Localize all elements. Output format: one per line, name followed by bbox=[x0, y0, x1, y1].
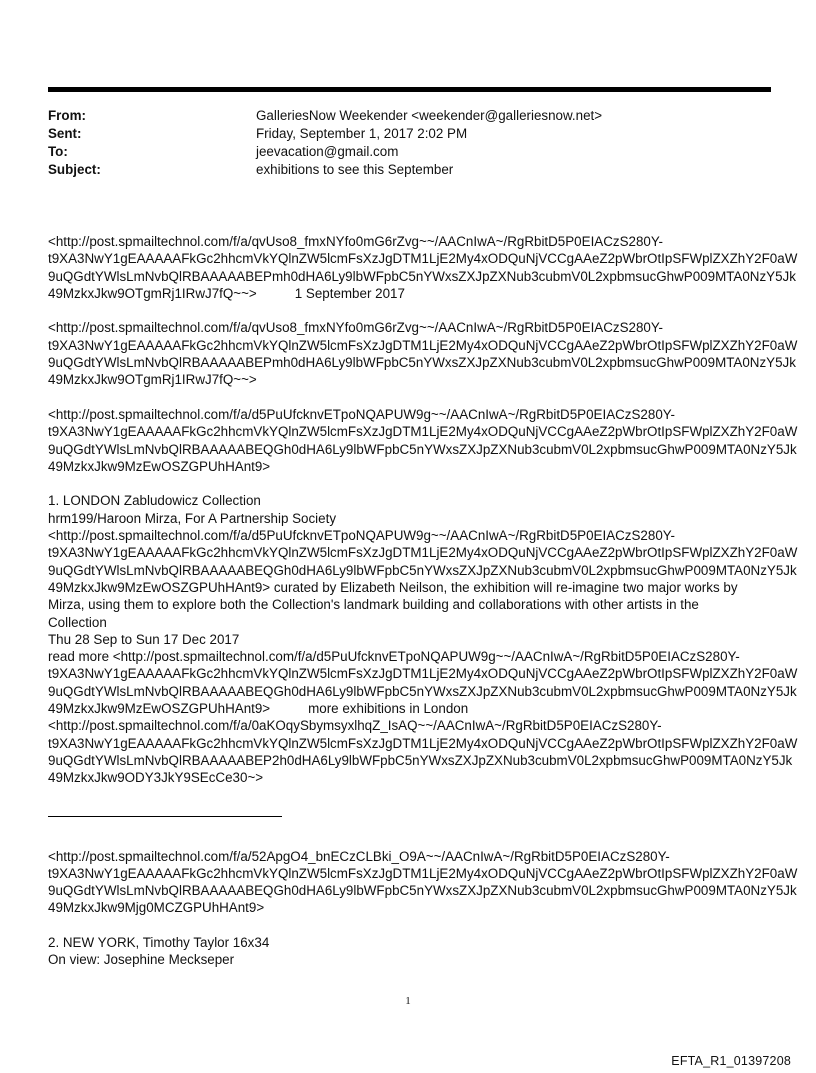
link-line[interactable]: <http://post.spmailtechnol.com/f/a/qvUso8_fmxNYfo0mG6rZvg~~/AACnIwA~/RgRbitD5P0EIACzS280Y- bbox=[48, 234, 664, 249]
link-line[interactable]: t9XA3NwY1gEAAAAAFkGc2hhcmVkYQlnZW5lcmFsXzJgDTM1LjE2My4xODQuNjVCCgAAeZ2pWbrOtIpSFWplZXZhY2F0aW bbox=[48, 735, 798, 751]
link-paragraph bbox=[48, 848, 798, 917]
link-line[interactable]: 49MzkxJkw9ODY3JkY9SEcCe30~> bbox=[48, 770, 264, 786]
exhibition-description-line: Collection bbox=[48, 614, 107, 630]
link-tail[interactable]: 49MzkxJkw9OTgmRj1IRwJ7fQ~~> bbox=[48, 285, 257, 301]
link-line[interactable]: 9uQGdtYWlsLmNvbQlRBAAAAABEPmh0dHA6Ly9lbWFpbC5nYWxsZXJpZXNub3cubmV0L2xpbmsucGhwP009MTA0NzY5Jk bbox=[48, 268, 796, 284]
link-line[interactable]: <http://post.spmailtechnol.com/f/a/0aKOqySbymsyxlhqZ_IsAQ~~/AACnIwA~/RgRbitD5P0EIACzS280Y- bbox=[48, 718, 662, 734]
link-line-with-date bbox=[48, 285, 778, 302]
sent-label: Sent: bbox=[48, 126, 82, 141]
link-line[interactable]: 49MzkxJkw9OTgmRj1IRwJ7fQ~~> bbox=[48, 372, 257, 388]
exhibition-description-line: 49MzkxJkw9MzEwOSZGPUhHAnt9> curated by Elizabeth Neilson, the exhibition will re-imagine two major works by bbox=[48, 579, 738, 595]
link-line[interactable]: <http://post.spmailtechnol.com/f/a/qvUso8_fmxNYfo0mG6rZvg~~/AACnIwA~/RgRbitD5P0EIACzS280Y- bbox=[48, 320, 664, 336]
date-link-paragraph bbox=[48, 233, 798, 302]
sent-row bbox=[48, 125, 771, 143]
to-row bbox=[48, 143, 771, 161]
exhibition-subtitle: hrm199/Haroon Mirza, For A Partnership Society bbox=[48, 510, 337, 526]
sent-value: Friday, September 1, 2017 2:02 PM bbox=[256, 126, 468, 141]
newsletter-date: 1 September 2017 bbox=[294, 285, 405, 301]
link-line[interactable]: 9uQGdtYWlsLmNvbQlRBAAAAABEPmh0dHA6Ly9lbWFpbC5nYWxsZXJpZXNub3cubmV0L2xpbmsucGhwP009MTA0NzY5Jk bbox=[48, 355, 796, 371]
link-line[interactable]: t9XA3NwY1gEAAAAAFkGc2hhcmVkYQlnZW5lcmFsXzJgDTM1LjE2My4xODQuNjVCCgAAeZ2pWbrOtIpSFWplZXZhY2F0aW bbox=[48, 666, 798, 682]
document-id: EFTA_R1_01397208 bbox=[671, 1054, 791, 1068]
email-header bbox=[48, 107, 771, 179]
link-line[interactable]: <http://post.spmailtechnol.com/f/a/d5PuUfcknvETpoNQAPUW9g~~/AACnIwA~/RgRbitD5P0EIACzS280Y- bbox=[48, 528, 675, 544]
section-divider bbox=[48, 816, 282, 817]
from-label: From: bbox=[48, 108, 86, 123]
more-exhibitions-link[interactable]: more exhibitions in London bbox=[308, 701, 469, 717]
link-line[interactable]: <http://post.spmailtechnol.com/f/a/d5PuUfcknvETpoNQAPUW9g~~/AACnIwA~/RgRbitD5P0EIACzS280Y- bbox=[48, 406, 675, 422]
subject-row bbox=[48, 161, 771, 179]
link-paragraph bbox=[48, 406, 798, 475]
exhibition-london bbox=[48, 492, 798, 786]
page-number: 1 bbox=[405, 995, 411, 1007]
link-line[interactable]: t9XA3NwY1gEAAAAAFkGc2hhcmVkYQlnZW5lcmFsXzJgDTM1LjE2My4xODQuNjVCCgAAeZ2pWbrOtIpSFWplZXZhY2F0aW bbox=[48, 424, 798, 440]
link-paragraph bbox=[48, 319, 798, 388]
read-more-link[interactable]: read more <http://post.spmailtechnol.com/f/a/d5PuUfcknvETpoNQAPUW9g~~/AACnIwA~/RgRbitD5P0EIACzS280Y- bbox=[48, 649, 740, 665]
exhibition-subtitle: On view: Josephine Meckseper bbox=[48, 952, 235, 968]
subject-value: exhibitions to see this September bbox=[256, 162, 454, 177]
link-line[interactable]: 9uQGdtYWlsLmNvbQlRBAAAAABEQGh0dHA6Ly9lbWFpbC5nYWxsZXJpZXNub3cubmV0L2xpbmsucGhwP009MTA0NzY5Jk bbox=[48, 683, 797, 699]
link-line[interactable]: 9uQGdtYWlsLmNvbQlRBAAAAABEQGh0dHA6Ly9lbWFpbC5nYWxsZXJpZXNub3cubmV0L2xpbmsucGhwP009MTA0NzY5Jk bbox=[48, 883, 797, 899]
link-line[interactable]: 9uQGdtYWlsLmNvbQlRBAAAAABEP2h0dHA6Ly9lbWFpbC5nYWxsZXJpZXNub3cubmV0L2xpbmsucGhwP009MTA0NzY5Jk bbox=[48, 752, 793, 768]
subject-label: Subject: bbox=[48, 162, 101, 177]
header-top-rule bbox=[48, 87, 771, 92]
to-value: jeevacation@gmail.com bbox=[256, 144, 399, 159]
link-line[interactable]: t9XA3NwY1gEAAAAAFkGc2hhcmVkYQlnZW5lcmFsXzJgDTM1LjE2My4xODQuNjVCCgAAeZ2pWbrOtIpSFWplZXZhY2F0aW bbox=[48, 545, 798, 561]
link-line[interactable]: 9uQGdtYWlsLmNvbQlRBAAAAABEQGh0dHA6Ly9lbWFpbC5nYWxsZXJpZXNub3cubmV0L2xpbmsucGhwP009MTA0NzY5Jk bbox=[48, 441, 797, 457]
link-line[interactable]: t9XA3NwY1gEAAAAAFkGc2hhcmVkYQlnZW5lcmFsXzJgDTM1LjE2My4xODQuNjVCCgAAeZ2pWbrOtIpSFWplZXZhY2F0aW bbox=[48, 865, 798, 881]
exhibition-title: 2. NEW YORK, Timothy Taylor 16x34 bbox=[48, 934, 270, 950]
email-body bbox=[48, 233, 798, 986]
link-line[interactable]: t9XA3NwY1gEAAAAAFkGc2hhcmVkYQlnZW5lcmFsXzJgDTM1LjE2My4xODQuNjVCCgAAeZ2pWbrOtIpSFWplZXZhY2F0aW bbox=[48, 337, 798, 353]
link-line-with-more bbox=[48, 700, 778, 717]
link-line[interactable]: 49MzkxJkw9Mjg0MCZGPUhHAnt9> bbox=[48, 900, 265, 916]
link-line[interactable]: t9XA3NwY1gEAAAAAFkGc2hhcmVkYQlnZW5lcmFsXzJgDTM1LjE2My4xODQuNjVCCgAAeZ2pWbrOtIpSFWplZXZhY2F0aW bbox=[48, 251, 798, 267]
link-line[interactable]: 49MzkxJkw9MzEwOSZGPUhHAnt9> bbox=[48, 458, 271, 474]
from-row bbox=[48, 107, 771, 125]
link-line[interactable]: <http://post.spmailtechnol.com/f/a/52ApgO4_bnECzCLBki_O9A~~/AACnIwA~/RgRbitD5P0EIACzS280Y- bbox=[48, 848, 670, 864]
exhibition-title: 1. LONDON Zabludowicz Collection bbox=[48, 493, 261, 509]
to-label: To: bbox=[48, 144, 68, 159]
exhibition-new-york bbox=[48, 934, 778, 969]
link-tail[interactable]: 49MzkxJkw9MzEwOSZGPUhHAnt9> bbox=[48, 701, 271, 717]
from-value: GalleriesNow Weekender <weekender@galleriesnow.net> bbox=[256, 108, 603, 123]
exhibition-dates: Thu 28 Sep to Sun 17 Dec 2017 bbox=[48, 631, 240, 647]
link-line[interactable]: 9uQGdtYWlsLmNvbQlRBAAAAABEQGh0dHA6Ly9lbWFpbC5nYWxsZXJpZXNub3cubmV0L2xpbmsucGhwP009MTA0NzY5Jk bbox=[48, 562, 797, 578]
exhibition-description-line: Mirza, using them to explore both the Collection's landmark building and collaborations with other artists in the bbox=[48, 597, 699, 613]
